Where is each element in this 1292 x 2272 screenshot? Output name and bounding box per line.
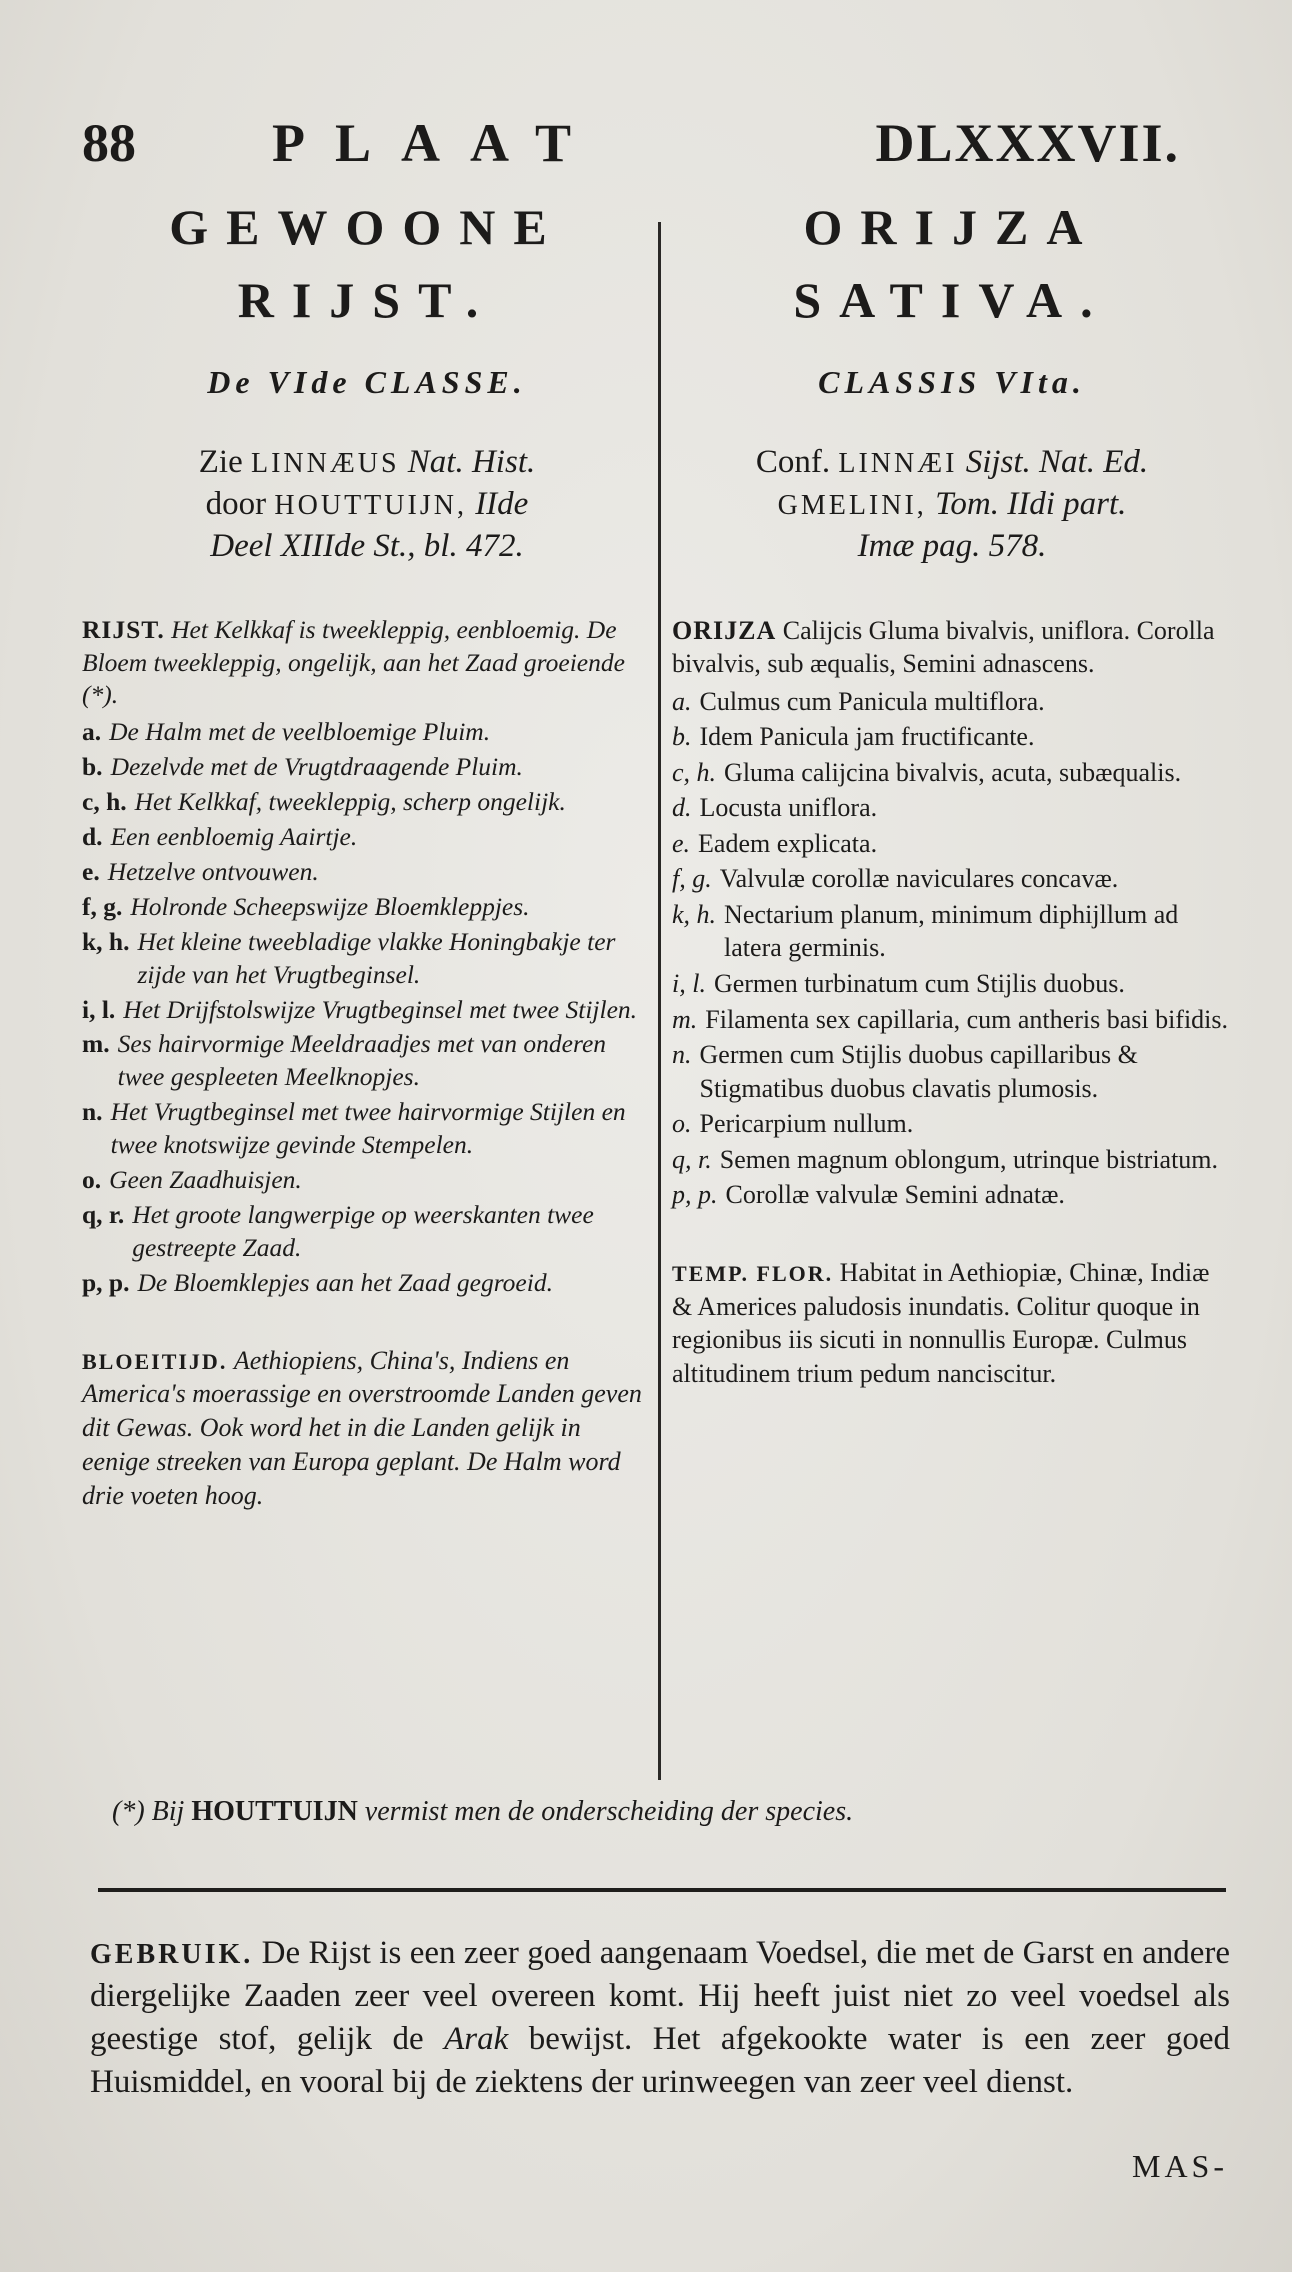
latin-class: CLASSIS VIta. xyxy=(818,364,1086,400)
intro-text: Calijcis Gluma bivalvis, uniflora. Corolla bivalvis, sub æqualis, Semini adnascens. xyxy=(672,615,1215,679)
entry-text: Filamenta sex capillaria, cum antheris basi bifidis. xyxy=(705,1004,1229,1034)
list-item xyxy=(672,720,1232,754)
entry-text: Geen Zaadhuisjen. xyxy=(109,1164,302,1194)
catchword: MAS- xyxy=(1131,2148,1228,2184)
dutch-flowering xyxy=(82,1344,652,1513)
list-item xyxy=(82,786,652,819)
latin-intro xyxy=(672,614,1232,681)
ref-text: Nat. Hist. xyxy=(407,444,536,480)
entry-text: Semen magnum oblongum, utrinque bistriatum. xyxy=(719,1144,1219,1174)
entry-text: Het Drijfstolswijze Vrugtbeginsel met twee Stijlen. xyxy=(123,994,638,1024)
usage-paragraph xyxy=(90,1932,1230,2104)
entry-text: Pericarpium nullum. xyxy=(699,1109,914,1139)
entry-key: k, h. xyxy=(82,926,130,956)
ref-text: IIde xyxy=(475,486,529,523)
list-item xyxy=(672,1178,1232,1212)
entry-key: b. xyxy=(82,752,103,782)
ref-text: Imæ pag. 578. xyxy=(857,528,1047,565)
entry-key: n. xyxy=(672,1040,692,1070)
entry-text: Dezelvde met de Vrugtdraagende Pluim. xyxy=(110,752,523,782)
page-header xyxy=(82,112,1180,182)
entry-key: q, r. xyxy=(672,1144,712,1174)
ref-author: LINNÆUS xyxy=(250,448,400,479)
list-item xyxy=(82,891,652,924)
ref-author: HOUTTUIJN, xyxy=(274,490,467,522)
list-item xyxy=(82,751,652,784)
dutch-reference xyxy=(82,441,652,568)
entry-key: f, g. xyxy=(82,891,123,921)
ref-author: LINNÆI xyxy=(838,448,958,479)
dutch-name-line-2: RIJST. xyxy=(237,272,497,328)
entry-text: Idem Panicula jam fructificante. xyxy=(699,722,1035,752)
entry-key: n. xyxy=(82,1097,103,1127)
column-divider xyxy=(658,222,661,1780)
ref-text: Tom. IIdi part. xyxy=(935,486,1127,523)
entry-text: Culmus cum Panicula multiflora. xyxy=(699,686,1045,716)
entry-text: De Halm met de veelbloemige Pluim. xyxy=(109,717,491,747)
ref-author: GMELINI, xyxy=(777,490,927,522)
entry-key: d. xyxy=(672,793,692,823)
footnote-author: HOUTTUIJN xyxy=(191,1796,358,1827)
entry-key: q, r. xyxy=(82,1199,125,1229)
list-item xyxy=(82,994,652,1027)
latin-name-line-1: ORIJZA xyxy=(803,199,1101,255)
list-item xyxy=(672,685,1232,719)
page-number: 88 xyxy=(82,113,136,173)
ref-text: Zie xyxy=(198,444,243,480)
entry-text: Het groote langwerpige op weerskanten twee gestreepte Zaad. xyxy=(132,1199,594,1262)
entry-text: Een eenbloemig Aairtje. xyxy=(110,822,358,852)
entry-text: Het kleine tweebladige vlakke Honingbakje ter zijde van het Vrugtbeginsel. xyxy=(137,926,616,989)
plate-title: PLAAT xyxy=(272,113,602,173)
entry-text: Locusta uniflora. xyxy=(699,793,878,823)
entry-key: c, h. xyxy=(82,787,127,817)
ref-text: Sijst. Nat. Ed. xyxy=(965,444,1149,480)
intro-text: Het Kelkkaf is tweekleppig, eenbloemig. De Bloem tweekleppig, ongelijk, aan het Zaad groeiende (*). xyxy=(82,614,625,710)
entry-key: c, h. xyxy=(672,757,717,787)
horizontal-rule xyxy=(98,1888,1226,1892)
entry-key: f, g. xyxy=(672,864,712,894)
intro-lead: RIJST. xyxy=(82,614,165,644)
list-item xyxy=(672,1143,1232,1177)
entry-text: Het Kelkkaf, tweekleppig, scherp ongelijk. xyxy=(134,787,566,817)
latin-flowering xyxy=(672,1256,1232,1391)
list-item xyxy=(672,967,1232,1001)
entry-key: o. xyxy=(82,1164,102,1194)
entry-text: Germen cum Stijlis duobus capillaribus & Stigmatibus duobus clavatis plumosis. xyxy=(699,1040,1138,1103)
ref-text: Deel XIIIde St., bl. 472. xyxy=(210,528,524,565)
usage-text: De Rijst is een zeer goed aangenaam Voedsel, die met de Garst en andere diergelijke Zaaden zeer veel overeen komt. Hij heeft juist niet zo veel voedsel als geestige stof, gelijk de xyxy=(90,1935,1230,2057)
intro-lead: ORIJZA xyxy=(672,615,777,645)
entry-key: p, p. xyxy=(82,1267,130,1297)
list-item xyxy=(82,926,652,992)
list-item xyxy=(82,1096,652,1162)
footnote xyxy=(112,1796,853,1828)
list-item xyxy=(672,898,1232,965)
entry-key: e. xyxy=(82,856,100,886)
latin-reference xyxy=(672,441,1232,568)
dutch-column xyxy=(82,200,652,1513)
dutch-class: De VIde CLASSE. xyxy=(207,364,527,400)
usage-text: bewijst. Het afgekookte water is een zeer goed Huismiddel, en vooral bij de ziektens der urinweegen van zeer veel dienst. xyxy=(90,2020,1231,2100)
list-item xyxy=(82,856,652,889)
entry-text: Valvulæ corollæ naviculares concavæ. xyxy=(719,864,1119,894)
list-item xyxy=(82,1199,652,1265)
footnote-text: vermist men de onderscheiding der species. xyxy=(364,1796,854,1827)
list-item xyxy=(672,1038,1232,1105)
dutch-intro xyxy=(82,614,652,713)
entry-text: Gluma calijcina bivalvis, acuta, subæqualis. xyxy=(724,757,1182,787)
entry-key: m. xyxy=(672,1004,698,1034)
entry-key: i, l. xyxy=(82,994,116,1024)
flowering-text: Habitat in Aethiopiæ, Chinæ, Indiæ & Americes paludosis inundatis. Colitur quoque in regionibus iis sicuti in nonnullis Europæ. Culmus altitudinem trium pedum nanciscitur. xyxy=(672,1257,1210,1389)
list-item xyxy=(82,1267,652,1300)
entry-text: Nectarium planum, minimum diphijllum ad latera germinis. xyxy=(724,899,1179,963)
entry-text: Het Vrugtbeginsel met twee hairvormige Stijlen en twee knotswijze gevinde Stempelen. xyxy=(110,1097,626,1160)
entry-key: p, p. xyxy=(672,1180,718,1210)
flowering-lead: TEMP. FLOR. xyxy=(672,1260,834,1286)
latin-column xyxy=(672,200,1232,1391)
dutch-entries xyxy=(82,614,652,1300)
entry-key: e. xyxy=(672,828,691,858)
flowering-text: Aethiopiens, China's, Indiens en America's moerassige en overstroomde Landen geven dit Gewas. Ook word het in die Landen gelijk in eenige streeken van Europa geplant. De Halm word drie voeten hoog. xyxy=(82,1345,642,1510)
latin-name-line-2: SATIVA. xyxy=(793,272,1111,328)
entry-text: Germen turbinatum cum Stijlis duobus. xyxy=(713,969,1125,999)
entry-key: a. xyxy=(672,686,692,716)
list-item xyxy=(82,716,652,749)
entry-text: Holronde Scheepswijze Bloemkleppjes. xyxy=(130,891,530,921)
list-item xyxy=(82,1028,652,1094)
entry-text: Corollæ valvulæ Semini adnatæ. xyxy=(725,1180,1065,1210)
entry-text: Hetzelve ontvouwen. xyxy=(107,856,319,886)
usage-lead: GEBRUIK. xyxy=(90,1939,254,1970)
entry-text: Eadem explicata. xyxy=(698,828,878,858)
list-item xyxy=(672,1107,1232,1141)
list-item xyxy=(82,1164,652,1197)
entry-key: a. xyxy=(82,717,102,747)
entry-key: m. xyxy=(82,1029,110,1059)
entry-key: k, h. xyxy=(672,899,717,929)
footnote-text: Bij xyxy=(151,1796,185,1827)
entry-key: i, l. xyxy=(672,969,706,999)
ref-text: door xyxy=(205,486,267,523)
ref-text: Conf. xyxy=(755,444,831,480)
list-item xyxy=(672,862,1232,896)
usage-text-arak: Arak xyxy=(444,2020,509,2057)
list-item xyxy=(672,827,1232,861)
list-item xyxy=(82,821,652,854)
list-item xyxy=(672,1003,1232,1037)
list-item xyxy=(672,756,1232,790)
entry-key: b. xyxy=(672,722,692,752)
plate-number: DLXXXVII. xyxy=(875,113,1180,173)
list-item xyxy=(672,791,1232,825)
latin-entries xyxy=(672,614,1232,1212)
entry-text: Ses hairvormige Meeldraadjes met van onderen twee gespleeten Meelknopjes. xyxy=(117,1029,607,1092)
flowering-lead: BLOEITIJD. xyxy=(82,1348,228,1374)
entry-text: De Bloemklepjes aan het Zaad gegroeid. xyxy=(137,1267,553,1297)
entry-key: o. xyxy=(672,1109,692,1139)
entry-key: d. xyxy=(82,822,103,852)
dutch-name-line-1: GEWOONE xyxy=(169,199,565,255)
footnote-mark: (*) xyxy=(112,1796,145,1827)
